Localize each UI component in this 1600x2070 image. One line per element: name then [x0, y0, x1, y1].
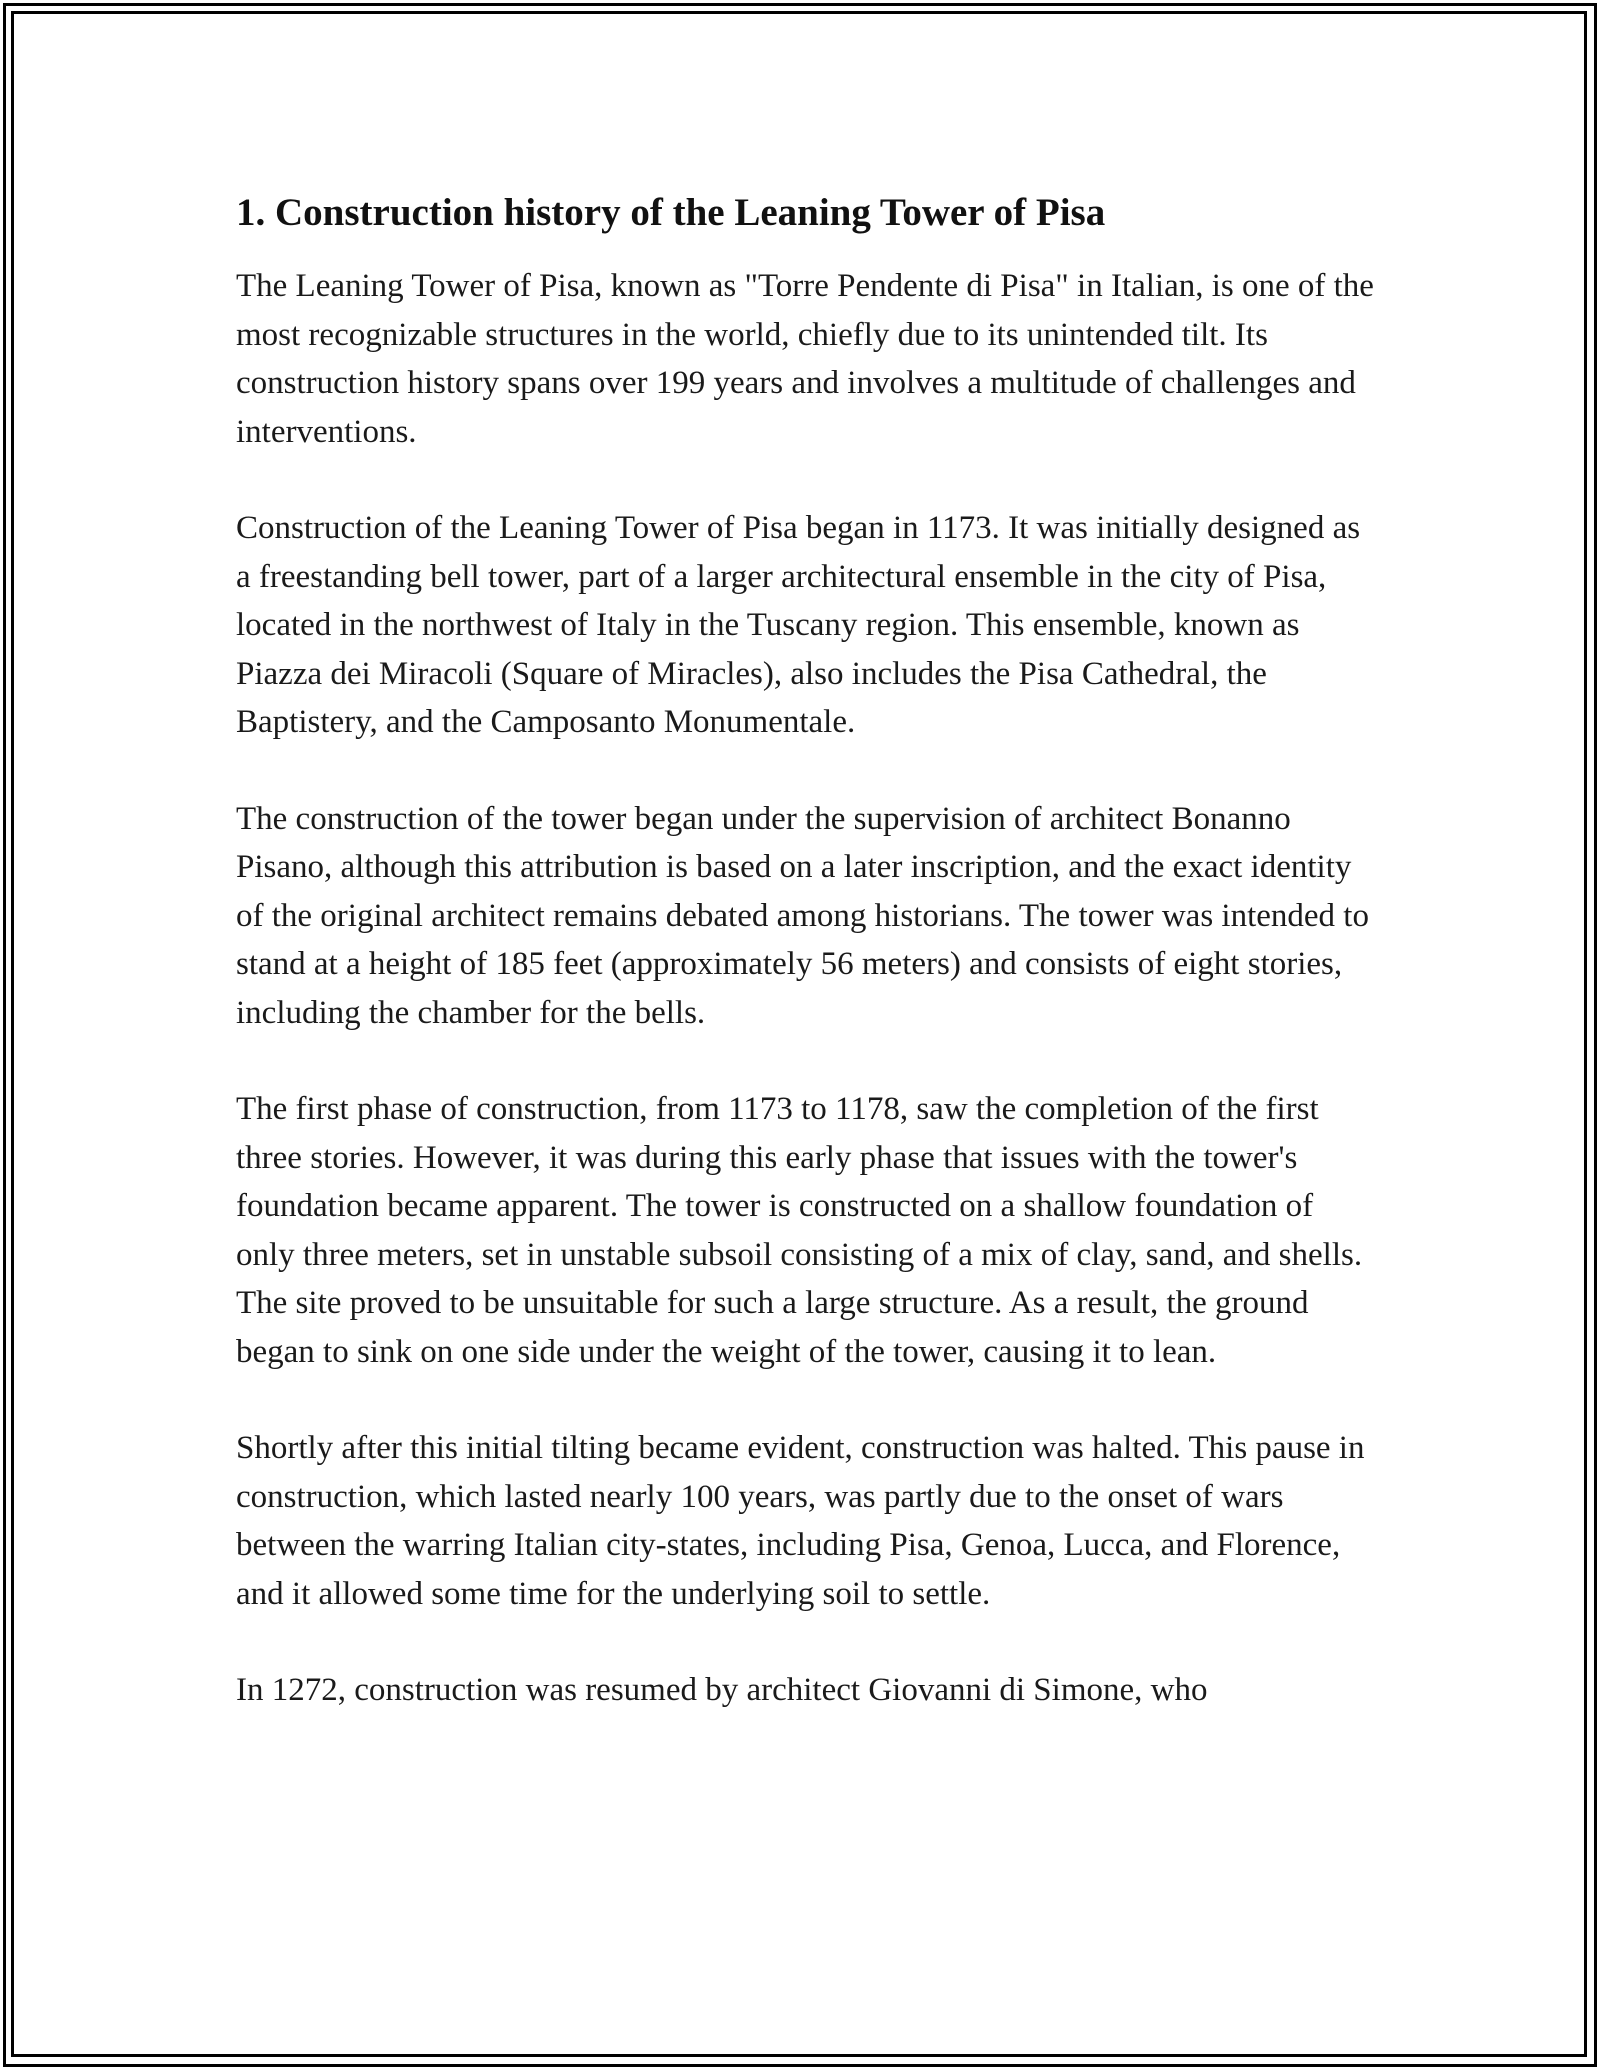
paragraph-first-phase: The first phase of construction, from 1173 to 1178, saw the completion of the first three stories. However, it was during this early phase that issues with the tower's foundation became apparent. The tower is constructed on a shallow foundation of only three meters, set in unstable subsoil consisting of a mix of clay, sand, and shells. The site proved to be unsuitable for such a large structure. As a result, the ground began to sink on one side under the weight of the tower, causing it to lean.	[236, 1091, 1363, 1370]
paragraph-resumption: In 1272, construction was resumed by architect Giovanni di Simone, who	[236, 1672, 1208, 1708]
paragraph-halt: Shortly after this initial tilting became evident, construction was halted. This pause in construction, which lasted nearly 100 years, was partly due to the onset of wars between the warring Italian city-states, including Pisa, Genoa, Lucca, and Florence, and it allowed some time for the underlying soil to settle.	[236, 1430, 1365, 1612]
paragraph-intro: The Leaning Tower of Pisa, known as "Torre Pendente di Pisa" in Italian, is one of the most recognizable structures in the world, chiefly due to its unintended tilt. Its construction history spans over 199 years and involves a multitude of challenges and interventions.	[236, 268, 1374, 450]
section-heading: 1. Construction history of the Leaning Tower of Pisa	[236, 191, 1106, 234]
paragraph-architect: The construction of the tower began under the supervision of architect Bonanno Pisano, although this attribution is based on a later inscription, and the exact identity of the original architect remains debated among historians. The tower was intended to stand at a height of 185 feet (approximately 56 meters) and consists of eight stories, including the chamber for the bells.	[236, 800, 1369, 1031]
document-body	[236, 188, 1376, 1763]
paragraph-construction-start: Construction of the Leaning Tower of Pisa began in 1173. It was initially designed as a freestanding bell tower, part of a larger architectural ensemble in the city of Pisa, located in the northwest of Italy in the Tuscany region. This ensemble, known as Piazza dei Miracoli (Square of Miracles), also includes the Pisa Cathedral, the Baptistery, and the Camposanto Monumentale.	[236, 510, 1361, 740]
